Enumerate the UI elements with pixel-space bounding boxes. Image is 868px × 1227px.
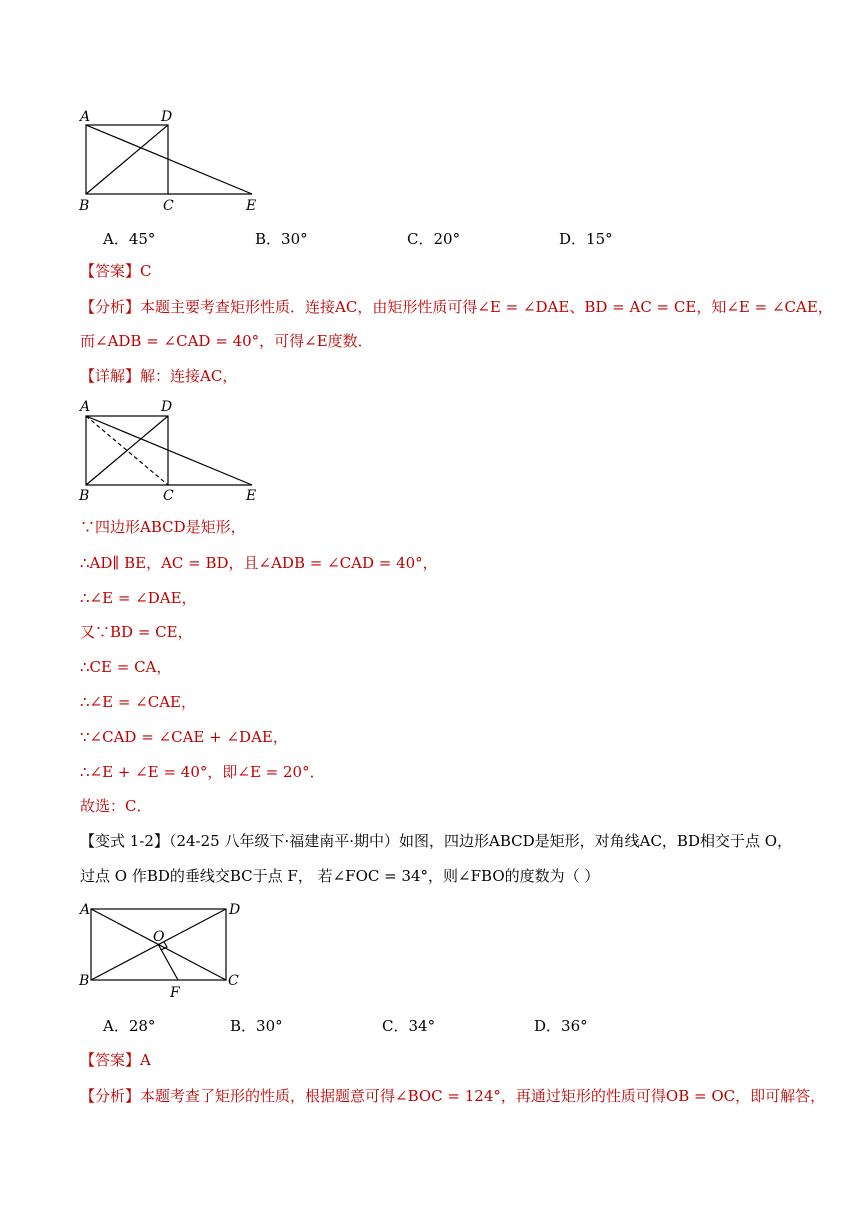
q2-option-c: C．34° (382, 1017, 436, 1035)
q1-step-4: 又∵BD = CE， (80, 623, 193, 641)
q1-step-2: ∴AD∥ BE，AC = BD，且∠ADB = ∠CAD = 40°， (80, 554, 438, 572)
label-b: B (79, 973, 90, 989)
label-e: E (246, 198, 257, 214)
q1-answer: 【答案】C (80, 262, 152, 280)
label-a: A (80, 109, 91, 125)
q1-analysis-line2: 而∠ADB = ∠CAD = 40°，可得∠E度数． (80, 332, 373, 350)
label-f: F (170, 985, 180, 1001)
q1-step-8: ∴∠E + ∠E = 40°，即∠E = 20°． (80, 763, 325, 781)
q1-step-1: ∵四边形ABCD是矩形， (80, 518, 246, 536)
q1-analysis-line1: 【分析】本题主要考查矩形性质．连接AC，由矩形性质可得∠E = ∠DAE、BD = AC = CE，知∠E = ∠CAE， (80, 298, 833, 316)
q1-option-a: A．45° (103, 230, 156, 248)
q2-answer: 【答案】A (80, 1051, 151, 1069)
q1-conclusion: 故选：C． (80, 797, 152, 815)
label-c: C (163, 488, 174, 504)
q1-option-d: D．15° (559, 230, 613, 248)
label-a: A (80, 399, 91, 415)
q1-step-6: ∴∠E = ∠CAE， (80, 693, 196, 711)
q2-option-b: B．30° (230, 1017, 283, 1035)
q2-analysis-line1: 【分析】本题考查了矩形的性质，根据题意可得∠BOC = 124°，再通过矩形的性质可得OB = OC，即可解答， (80, 1087, 826, 1105)
q1-step-5: ∴CE = CA， (80, 658, 172, 676)
label-e: E (246, 488, 257, 504)
q1-step-3: ∴∠E = ∠DAE， (80, 589, 197, 607)
label-a: A (80, 902, 91, 918)
label-o: O (153, 929, 165, 945)
label-b: B (79, 198, 90, 214)
q2-option-d: D．36° (534, 1017, 588, 1035)
label-d: D (161, 109, 173, 125)
label-c: C (228, 973, 239, 989)
label-d: D (161, 399, 173, 415)
label-d: D (229, 902, 241, 918)
label-c: C (163, 198, 174, 214)
q2-line2: 过点 O 作BD的垂线交BC于点 F， 若∠FOC = 34°，则∠FBO的度数为（ ） (80, 867, 600, 885)
q2-option-a: A．28° (103, 1017, 156, 1035)
label-b: B (79, 488, 90, 504)
q1-detail-heading: 【详解】解：连接AC， (80, 367, 238, 385)
q2-line1: 【变式 1-2】（24-25 八年级下·福建南平·期中）如图，四边形ABCD是矩形，对角线AC，BD相交于点 O， (80, 832, 793, 850)
q1-option-c: C．20° (407, 230, 461, 248)
q1-step-7: ∵∠CAD = ∠CAE + ∠DAE， (80, 728, 288, 746)
q1-option-b: B．30° (255, 230, 308, 248)
